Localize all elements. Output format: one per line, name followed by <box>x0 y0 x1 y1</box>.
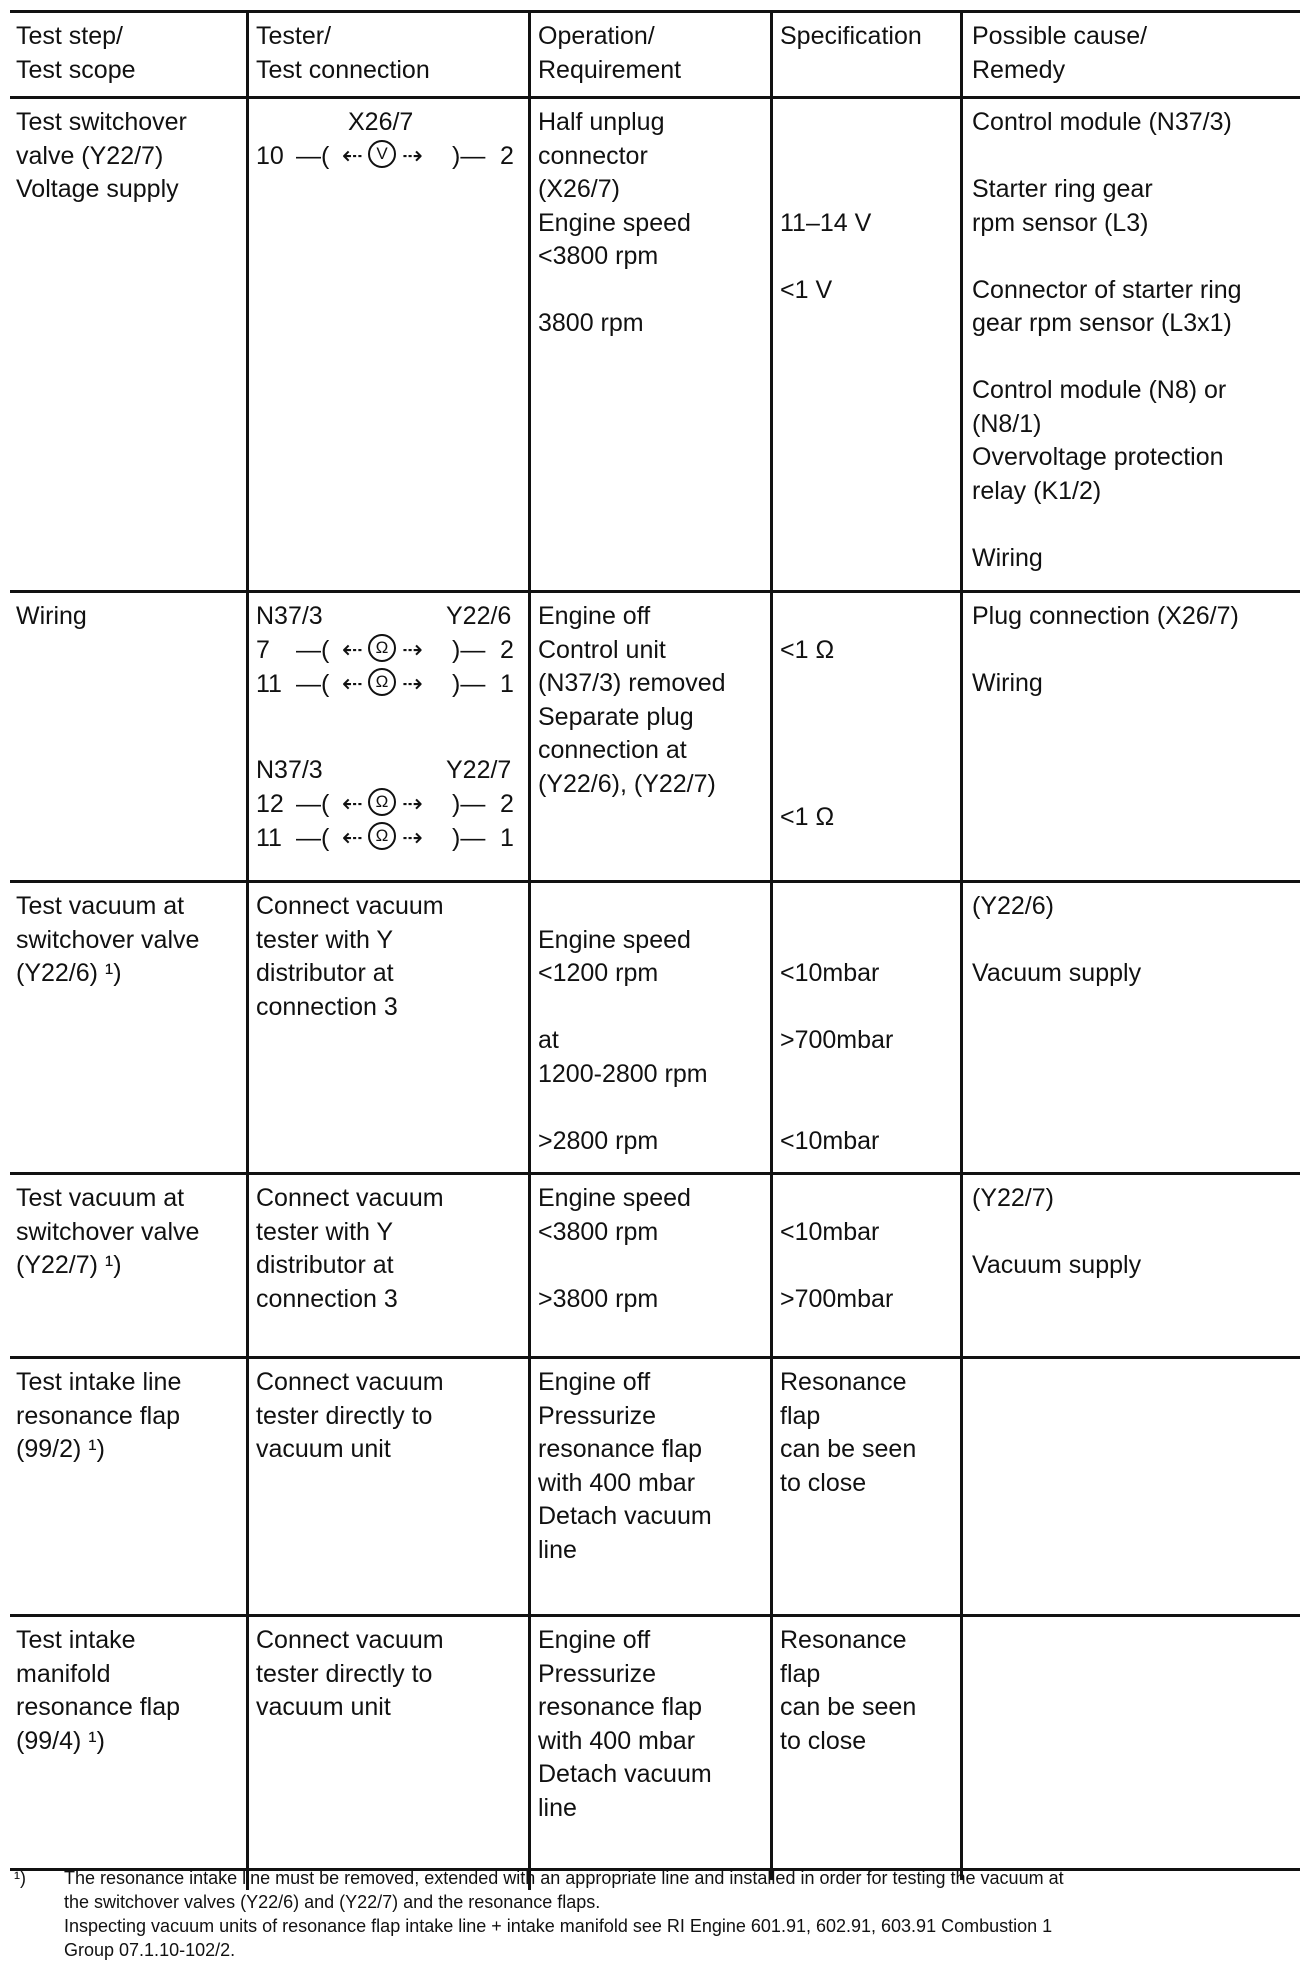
cell-line <box>972 634 1239 668</box>
cell-line <box>780 600 834 634</box>
connector-label: X26/7 <box>348 108 414 136</box>
cell-line: connection at <box>538 736 687 764</box>
cell-line: Control module (N37/3) <box>972 108 1232 136</box>
cell-line <box>780 106 871 140</box>
cell-line: flap <box>780 1401 821 1430</box>
cell-line <box>972 140 1242 174</box>
cell-line <box>780 1058 893 1092</box>
cell-line: line <box>538 1793 577 1822</box>
cell-line <box>780 1249 893 1283</box>
wire-right: )— <box>452 142 486 170</box>
cell-line: (N37/3) removed <box>538 669 726 697</box>
cell-line <box>972 508 1242 542</box>
polarity-minus: ⇠ <box>342 790 363 818</box>
cell-line: Control unit <box>538 635 666 664</box>
pin-number: 1 <box>500 670 514 698</box>
header-line: Test connection <box>256 55 430 84</box>
cell-line: Overvoltage protection <box>972 443 1224 471</box>
cell-line: Test intake line <box>16 1368 182 1396</box>
cell-line: rpm sensor (L3) <box>972 208 1149 237</box>
wire-right: )— <box>452 824 486 852</box>
header-line: Remedy <box>972 55 1066 84</box>
cell-line <box>780 1091 893 1125</box>
polarity-plus: ⇢ <box>402 670 423 698</box>
cell-line: <10mbar <box>780 1217 880 1246</box>
specification-cell <box>780 1182 893 1316</box>
cell-line: vacuum unit <box>256 1435 391 1463</box>
wire-left: —( <box>296 790 330 818</box>
cell-line <box>780 140 871 174</box>
cell-line: 1200-2800 rpm <box>538 1059 708 1088</box>
row-rule <box>10 1614 1300 1617</box>
cell-line: Connect vacuum <box>256 1626 444 1654</box>
cell-line: Engine speed <box>538 208 691 237</box>
cell-line: resonance flap <box>16 1693 181 1721</box>
column-rule <box>960 10 963 1880</box>
cell-line: Pressurize <box>538 1401 657 1430</box>
wire-left: —( <box>296 636 330 664</box>
header-line: Tester/ <box>256 22 332 50</box>
cell-line: <3800 rpm <box>538 242 659 270</box>
possible-cause-cell <box>972 600 1239 701</box>
cell-line <box>538 991 708 1025</box>
header-line: Test scope <box>16 55 136 84</box>
tester-cell <box>256 890 444 1024</box>
cell-line: <10mbar <box>780 1126 880 1155</box>
test-scope-cell <box>16 890 199 991</box>
cell-line: Connect vacuum <box>256 1184 444 1212</box>
test-scope-cell <box>16 1182 199 1283</box>
cell-line: >2800 rpm <box>538 1126 659 1155</box>
pin-number: 11 <box>256 824 282 852</box>
cell-line: Wiring <box>16 602 87 630</box>
cell-line: Engine off <box>538 602 651 630</box>
specification-cell <box>780 600 834 835</box>
cell-line <box>538 1091 708 1125</box>
cell-line <box>972 240 1242 274</box>
cell-line <box>780 991 893 1025</box>
pin-number: 11 <box>256 670 282 698</box>
wire-right: )— <box>452 790 486 818</box>
cell-line: (Y22/6) ¹) <box>16 959 122 987</box>
cell-line: gear rpm sensor (L3x1) <box>972 309 1232 337</box>
cell-line: Vacuum supply <box>972 1251 1142 1279</box>
cell-line: (99/2) ¹) <box>16 1435 105 1463</box>
pin-number: 12 <box>256 790 284 818</box>
polarity-plus: ⇢ <box>402 636 423 664</box>
pin-number: 2 <box>500 142 514 170</box>
header-line: Operation/ <box>538 22 655 50</box>
column-rule <box>528 10 531 1890</box>
operation-cell <box>538 1366 712 1567</box>
polarity-minus: ⇠ <box>342 670 363 698</box>
footnote-line: Inspecting vacuum units of resonance flap intake line + intake manifold see RI Engine 601.91, 602.91, 603.91 Combustion 1 <box>64 1916 1053 1936</box>
column-rule <box>770 10 773 1880</box>
cell-line <box>780 1182 893 1216</box>
cell-line <box>972 1216 1141 1250</box>
cell-line: relay (K1/2) <box>972 476 1102 505</box>
column-rule <box>246 10 249 1890</box>
cell-line: Pressurize <box>538 1659 657 1688</box>
polarity-plus: ⇢ <box>402 790 423 818</box>
cell-line: Detach vacuum <box>538 1502 712 1530</box>
cell-line: Separate plug <box>538 702 694 731</box>
pin-number: 2 <box>500 636 514 664</box>
cell-line: 3800 rpm <box>538 309 644 337</box>
specification-cell <box>780 106 871 307</box>
cell-line: Engine off <box>538 1368 651 1396</box>
connector-label: N37/3 <box>256 602 323 630</box>
cell-line <box>780 667 834 701</box>
cell-line: >700mbar <box>780 1284 894 1313</box>
cell-line: connection 3 <box>256 992 398 1021</box>
test-scope-cell <box>16 600 87 634</box>
cell-line: (Y22/7) <box>972 1184 1054 1212</box>
polarity-minus: ⇠ <box>342 142 363 170</box>
header-tester <box>256 20 430 87</box>
cell-line: (N8/1) <box>972 409 1042 438</box>
table-top-rule <box>10 10 1300 13</box>
cell-line: at <box>538 1026 559 1054</box>
cell-line: valve (Y22/7) <box>16 141 164 170</box>
connector-label: N37/3 <box>256 756 323 784</box>
cell-line: 11–14 V <box>780 208 872 237</box>
cell-line: resonance flap <box>538 1693 703 1721</box>
tester-cell <box>256 1366 444 1467</box>
cell-line: to close <box>780 1726 867 1755</box>
specification-cell <box>780 890 893 1158</box>
cell-line: can be seen <box>780 1435 917 1463</box>
cell-line: (99/4) ¹) <box>16 1726 105 1755</box>
cell-line: flap <box>780 1659 821 1688</box>
cell-line: <1200 rpm <box>538 959 659 987</box>
tester-cell <box>256 1624 444 1725</box>
cell-line: Resonance <box>780 1368 907 1396</box>
ohmmeter-icon: Ω <box>368 634 396 662</box>
cell-line: Engine off <box>538 1626 651 1654</box>
cell-line <box>780 924 893 958</box>
cell-line: can be seen <box>780 1693 917 1721</box>
footnote-line: The resonance intake line must be removed, extended with an appropriate line and installed in order for testing the vacuum at <box>64 1868 1064 1888</box>
possible-cause-cell <box>972 1182 1141 1283</box>
possible-cause-cell <box>972 890 1141 991</box>
pin-number: 10 <box>256 142 284 170</box>
operation-cell <box>538 890 708 1158</box>
cell-line: Test vacuum at <box>16 892 185 920</box>
row-rule <box>10 590 1300 593</box>
cell-line: >3800 rpm <box>538 1284 659 1313</box>
cell-line <box>780 173 871 207</box>
polarity-plus: ⇢ <box>402 142 423 170</box>
header-line: Test step/ <box>16 22 123 50</box>
cell-line: Control module (N8) or <box>972 376 1227 404</box>
cell-line: tester directly to <box>256 1401 433 1430</box>
cell-line: vacuum unit <box>256 1693 391 1721</box>
footnote-mark: ¹) <box>14 1868 26 1888</box>
operation-cell <box>538 1182 691 1316</box>
pin-number: 2 <box>500 790 514 818</box>
ohmmeter-icon: Ω <box>368 788 396 816</box>
cell-line: Starter ring gear <box>972 175 1153 203</box>
connector-label: Y22/6 <box>446 602 512 630</box>
header-specification <box>780 20 922 54</box>
cell-line: <10mbar <box>780 959 880 987</box>
header-test-scope <box>16 20 136 87</box>
tester-cell <box>256 1182 444 1316</box>
cell-line: connection 3 <box>256 1284 398 1313</box>
footnote-line: Group 07.1.10-102/2. <box>64 1940 236 1960</box>
cell-line: <1 V <box>780 275 833 304</box>
cell-line <box>780 768 834 802</box>
ohmmeter-icon: Ω <box>368 668 396 696</box>
wire-right: )— <box>452 670 486 698</box>
cell-line: connector <box>538 141 648 170</box>
cell-line <box>538 274 691 308</box>
cell-line: Vacuum supply <box>972 959 1142 987</box>
cell-line <box>780 240 871 274</box>
cell-line: manifold <box>16 1659 111 1688</box>
wire-left: —( <box>296 670 330 698</box>
cell-line: Wiring <box>972 669 1043 697</box>
cell-line: <1 Ω <box>780 635 835 664</box>
cell-line: (Y22/6), (Y22/7) <box>538 769 716 798</box>
cell-line <box>972 341 1242 375</box>
cell-line: <1 Ω <box>780 803 835 831</box>
cell-line: Test switchover <box>16 108 187 136</box>
cell-line <box>538 890 708 924</box>
operation-cell <box>538 106 691 341</box>
cell-line: Connect vacuum <box>256 1368 444 1396</box>
header-possible-cause <box>972 20 1147 87</box>
cell-line: Test intake <box>16 1626 136 1654</box>
cell-line: resonance flap <box>538 1435 703 1463</box>
pin-number: 1 <box>500 824 514 852</box>
wire-left: —( <box>296 824 330 852</box>
cell-line: Wiring <box>972 543 1043 572</box>
polarity-minus: ⇠ <box>342 636 363 664</box>
cell-line: (Y22/6) <box>972 892 1054 920</box>
header-operation <box>538 20 681 87</box>
wire-right: )— <box>452 636 486 664</box>
header-line: Requirement <box>538 55 682 84</box>
cell-line: >700mbar <box>780 1026 894 1054</box>
connector-label: Y22/7 <box>446 756 512 784</box>
cell-line: tester with Y <box>256 1217 394 1246</box>
cell-line <box>780 890 893 924</box>
header-bottom-rule <box>10 96 1300 99</box>
cell-line: tester directly to <box>256 1659 433 1688</box>
cell-line: Engine speed <box>538 1184 691 1212</box>
row-rule <box>10 1356 1300 1359</box>
row-rule <box>10 1172 1300 1175</box>
operation-cell <box>538 600 726 801</box>
cell-line: Resonance <box>780 1626 907 1654</box>
header-line: Specification <box>780 22 922 50</box>
cell-line: resonance flap <box>16 1401 181 1430</box>
cell-line: (Y22/7) ¹) <box>16 1251 122 1279</box>
cell-line <box>972 924 1141 958</box>
specification-cell <box>780 1366 916 1500</box>
voltmeter-icon: V <box>368 140 396 168</box>
cell-line: switchover valve <box>16 1217 200 1246</box>
cell-line: distributor at <box>256 959 394 987</box>
footnote-line: the switchover valves (Y22/6) and (Y22/7) and the resonance flaps. <box>64 1892 601 1912</box>
cell-line: Half unplug <box>538 108 665 136</box>
cell-line <box>538 1249 691 1283</box>
resistance-test-diagram <box>256 600 524 870</box>
cell-line: Plug connection (X26/7) <box>972 602 1239 630</box>
possible-cause-cell <box>972 106 1242 575</box>
pin-number: 7 <box>256 636 270 664</box>
cell-line: to close <box>780 1468 867 1497</box>
polarity-plus: ⇢ <box>402 824 423 852</box>
test-scope-cell <box>16 1624 180 1758</box>
cell-line: Test vacuum at <box>16 1184 185 1212</box>
specification-cell <box>780 1624 916 1758</box>
header-line: Possible cause/ <box>972 22 1148 50</box>
cell-line: (X26/7) <box>538 175 620 203</box>
operation-cell <box>538 1624 712 1825</box>
cell-line: Voltage supply <box>16 175 179 203</box>
cell-line: distributor at <box>256 1251 394 1279</box>
cell-line: switchover valve <box>16 925 200 954</box>
cell-line <box>780 734 834 768</box>
cell-line: with 400 mbar <box>538 1726 696 1755</box>
cell-line: <3800 rpm <box>538 1217 659 1246</box>
ohmmeter-icon: Ω <box>368 822 396 850</box>
cell-line: Connector of starter ring <box>972 275 1242 304</box>
wire-left: —( <box>296 142 330 170</box>
test-scope-cell <box>16 106 187 207</box>
cell-line: tester with Y <box>256 925 394 954</box>
test-scope-cell <box>16 1366 181 1467</box>
row-rule <box>10 880 1300 883</box>
cell-line <box>780 701 834 735</box>
cell-line: Connect vacuum <box>256 892 444 920</box>
cell-line: Detach vacuum <box>538 1760 712 1788</box>
polarity-minus: ⇠ <box>342 824 363 852</box>
cell-line: Engine speed <box>538 925 691 954</box>
cell-line: with 400 mbar <box>538 1468 696 1497</box>
cell-line: line <box>538 1535 577 1564</box>
